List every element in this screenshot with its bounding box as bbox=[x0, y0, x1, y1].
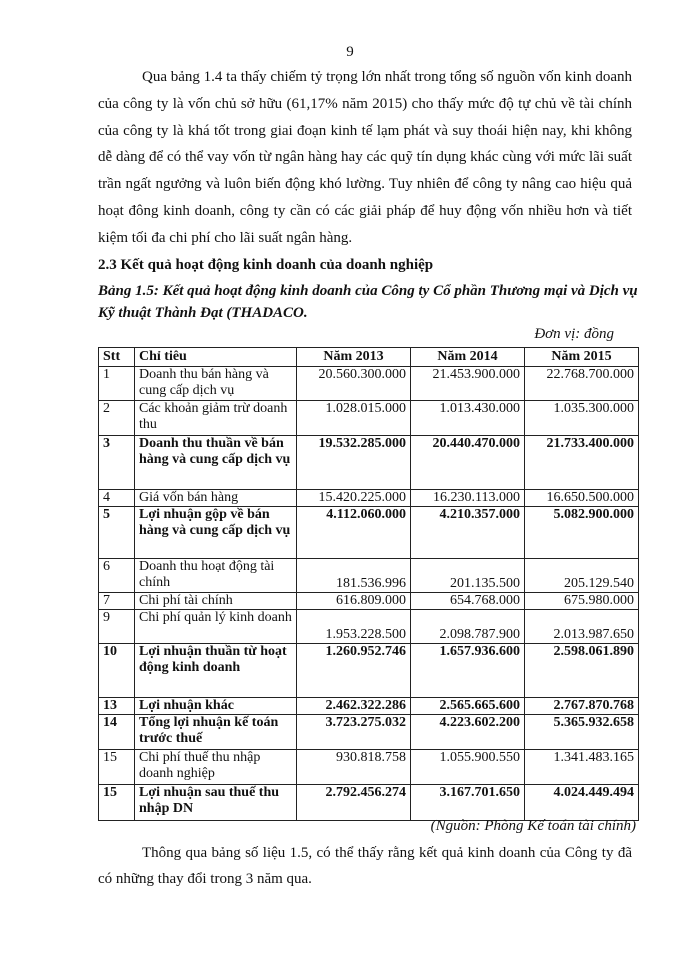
row-value-2013: 1.953.228.500 bbox=[297, 610, 411, 644]
source-note: (Nguồn: Phòng Kế toán tài chính) bbox=[430, 818, 636, 834]
row-value-2014: 1.013.430.000 bbox=[411, 401, 525, 436]
row-stt: 4 bbox=[99, 490, 135, 507]
row-value-2014: 2.565.665.600 bbox=[411, 698, 525, 715]
row-stt: 3 bbox=[99, 436, 135, 490]
row-indicator: Chi phí thuế thu nhập doanh nghiệp bbox=[135, 750, 297, 785]
row-value-2014: 4.223.602.200 bbox=[411, 715, 525, 750]
row-indicator: Chi phí quản lý kinh doanh bbox=[135, 610, 297, 644]
row-value-2013: 1.028.015.000 bbox=[297, 401, 411, 436]
row-value-2015: 2.767.870.768 bbox=[525, 698, 639, 715]
section-heading: 2.3 Kết quả hoạt động kinh doanh của doanh nghiệp bbox=[98, 257, 434, 273]
table-row bbox=[99, 785, 639, 821]
row-value-2015: 5.365.932.658 bbox=[525, 715, 639, 750]
header-indicator: Chỉ tiêu bbox=[135, 348, 297, 367]
row-stt: 15 bbox=[99, 785, 135, 821]
row-stt: 1 bbox=[99, 367, 135, 401]
row-value-2014: 1.657.936.600 bbox=[411, 644, 525, 698]
row-value-2013: 930.818.758 bbox=[297, 750, 411, 785]
row-stt: 14 bbox=[99, 715, 135, 750]
table-row bbox=[99, 490, 639, 507]
row-value-2013: 616.809.000 bbox=[297, 593, 411, 610]
row-value-2014: 20.440.470.000 bbox=[411, 436, 525, 490]
row-stt: 6 bbox=[99, 559, 135, 593]
row-indicator: Lợi nhuận sau thuế thu nhập DN bbox=[135, 785, 297, 821]
row-value-2015: 205.129.540 bbox=[525, 559, 639, 593]
row-stt: 7 bbox=[99, 593, 135, 610]
row-stt: 9 bbox=[99, 610, 135, 644]
table-row bbox=[99, 436, 639, 490]
row-value-2013: 3.723.275.032 bbox=[297, 715, 411, 750]
row-indicator: Tổng lợi nhuận kế toán trước thuế bbox=[135, 715, 297, 750]
business-results-table bbox=[98, 347, 639, 821]
table-row bbox=[99, 644, 639, 698]
row-value-2013: 2.792.456.274 bbox=[297, 785, 411, 821]
row-value-2015: 675.980.000 bbox=[525, 593, 639, 610]
row-indicator: Doanh thu thuần về bán hàng và cung cấp dịch vụ bbox=[135, 436, 297, 490]
table-row bbox=[99, 507, 639, 559]
row-stt: 2 bbox=[99, 401, 135, 436]
row-value-2015: 2.013.987.650 bbox=[525, 610, 639, 644]
row-value-2013: 1.260.952.746 bbox=[297, 644, 411, 698]
table-header-row bbox=[99, 348, 639, 367]
row-value-2015: 5.082.900.000 bbox=[525, 507, 639, 559]
row-value-2015: 1.035.300.000 bbox=[525, 401, 639, 436]
row-value-2014: 4.210.357.000 bbox=[411, 507, 525, 559]
row-indicator: Lợi nhuận khác bbox=[135, 698, 297, 715]
row-stt: 15 bbox=[99, 750, 135, 785]
row-value-2015: 16.650.500.000 bbox=[525, 490, 639, 507]
row-indicator: Doanh thu hoạt động tài chính bbox=[135, 559, 297, 593]
row-value-2014: 16.230.113.000 bbox=[411, 490, 525, 507]
row-indicator: Chi phí tài chính bbox=[135, 593, 297, 610]
row-value-2015: 2.598.061.890 bbox=[525, 644, 639, 698]
header-year-2013: Năm 2013 bbox=[297, 348, 411, 367]
row-value-2015: 1.341.483.165 bbox=[525, 750, 639, 785]
page-number: 9 bbox=[346, 44, 354, 60]
table-row bbox=[99, 367, 639, 401]
table-row bbox=[99, 401, 639, 436]
row-value-2013: 20.560.300.000 bbox=[297, 367, 411, 401]
row-value-2013: 19.532.285.000 bbox=[297, 436, 411, 490]
row-value-2013: 181.536.996 bbox=[297, 559, 411, 593]
row-indicator: Lợi nhuận thuần từ hoạt động kinh doanh bbox=[135, 644, 297, 698]
row-value-2014: 21.453.900.000 bbox=[411, 367, 525, 401]
table-row bbox=[99, 610, 639, 644]
table-row bbox=[99, 750, 639, 785]
row-stt: 13 bbox=[99, 698, 135, 715]
row-value-2013: 2.462.322.286 bbox=[297, 698, 411, 715]
row-indicator: Doanh thu bán hàng và cung cấp dịch vụ bbox=[135, 367, 297, 401]
row-indicator: Các khoản giảm trừ doanh thu bbox=[135, 401, 297, 436]
table-row bbox=[99, 593, 639, 610]
table-row bbox=[99, 715, 639, 750]
row-value-2013: 15.420.225.000 bbox=[297, 490, 411, 507]
row-value-2015: 4.024.449.494 bbox=[525, 785, 639, 821]
row-value-2014: 1.055.900.550 bbox=[411, 750, 525, 785]
table-row bbox=[99, 698, 639, 715]
unit-label: Đơn vị: đồng bbox=[534, 326, 614, 342]
intro-paragraph: Qua bảng 1.4 ta thấy chiếm tỷ trọng lớn nhất trong tổng số nguồn vốn kinh doanh của công ty là vốn chủ sở hữu (61,17% năm 2015) cho thấy mức độ tự chủ về tài chính của công ty là khá tốt trong giai đoạn kinh tế lạm phát và suy thoái hiện nay, khi không dễ dàng để có thể vay vốn từ ngân hàng hay các quỹ tín dụng khác cùng với mức lãi suất trần ngất ngưởng và luôn biến động khó lường. Tuy nhiên để công ty nâng cao hiệu quả hoạt đông kinh doanh, công ty cần có các giải pháp để huy động vốn nhiều hơn và tiết kiệm tối đa chi phí cho lãi suất ngân hàng. bbox=[98, 69, 632, 246]
row-value-2014: 201.135.500 bbox=[411, 559, 525, 593]
header-year-2015: Năm 2015 bbox=[525, 348, 639, 367]
row-value-2015: 21.733.400.000 bbox=[525, 436, 639, 490]
closing-paragraph: Thông qua bảng số liệu 1.5, có thể thấy rằng kết quả kinh doanh của Công ty đã có những thay đổi trong 3 năm qua. bbox=[98, 845, 632, 887]
table-row bbox=[99, 559, 639, 593]
row-value-2013: 4.112.060.000 bbox=[297, 507, 411, 559]
row-stt: 5 bbox=[99, 507, 135, 559]
row-indicator: Giá vốn bán hàng bbox=[135, 490, 297, 507]
row-value-2014: 3.167.701.650 bbox=[411, 785, 525, 821]
table-caption: Bảng 1.5: Kết quả hoạt động kinh doanh của Công ty Cổ phần Thương mại và Dịch vụ Kỹ thuật Thành Đạt (THADACO. bbox=[98, 283, 638, 321]
row-value-2015: 22.768.700.000 bbox=[525, 367, 639, 401]
row-stt: 10 bbox=[99, 644, 135, 698]
header-year-2014: Năm 2014 bbox=[411, 348, 525, 367]
row-value-2014: 654.768.000 bbox=[411, 593, 525, 610]
header-stt: Stt bbox=[99, 348, 135, 367]
row-value-2014: 2.098.787.900 bbox=[411, 610, 525, 644]
row-indicator: Lợi nhuận gộp về bán hàng và cung cấp dịch vụ bbox=[135, 507, 297, 559]
